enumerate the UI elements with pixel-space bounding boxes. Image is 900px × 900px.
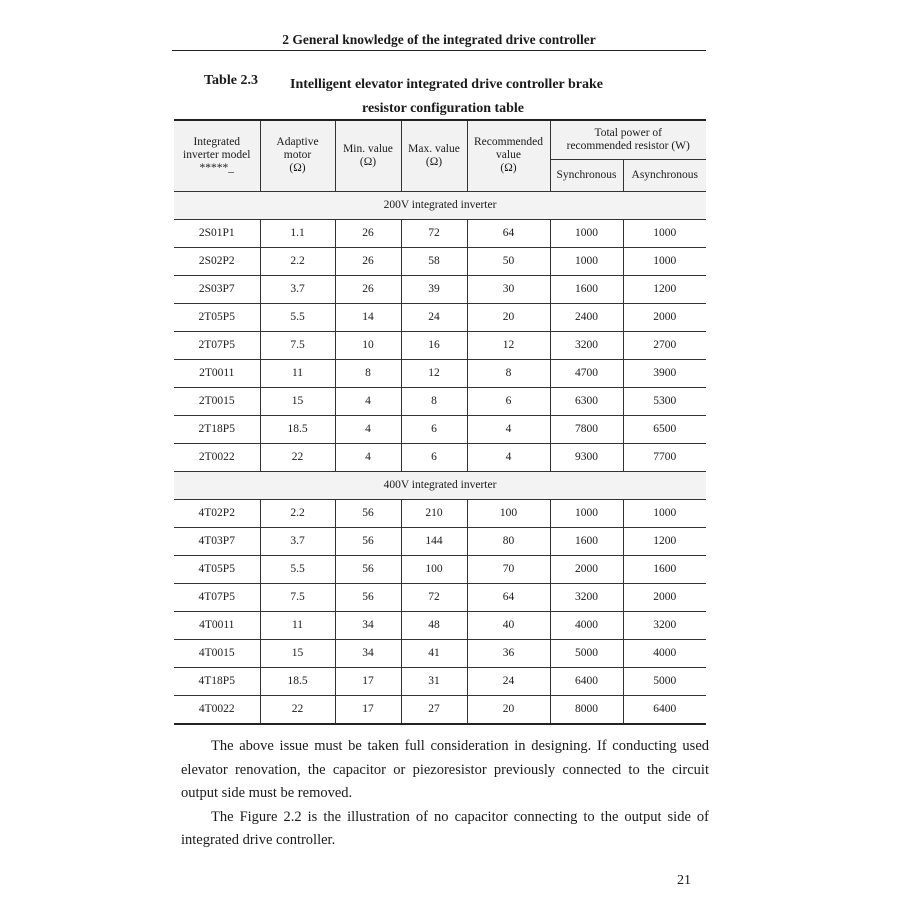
table-cell: 1000: [550, 247, 623, 275]
table-cell: 7.5: [260, 583, 335, 611]
table-title-line1: Intelligent elevator integrated drive controller brake: [290, 77, 603, 92]
table-cell: 8: [401, 387, 467, 415]
table-cell: 2T0015: [174, 387, 260, 415]
table-cell: 4000: [550, 611, 623, 639]
table-cell: 6: [401, 443, 467, 471]
table-cell: 4T02P2: [174, 499, 260, 527]
table-row: [174, 499, 706, 527]
table-cell: 17: [335, 695, 401, 724]
table-cell: 210: [401, 499, 467, 527]
table-cell: 26: [335, 275, 401, 303]
table-cell: 2000: [623, 303, 706, 331]
table-cell: 5.5: [260, 555, 335, 583]
table-cell: 31: [401, 667, 467, 695]
table-cell: 5300: [623, 387, 706, 415]
table-cell: 20: [467, 303, 550, 331]
table-row: [174, 303, 706, 331]
table-cell: 8000: [550, 695, 623, 724]
table-cell: 7800: [550, 415, 623, 443]
section-row: [174, 471, 706, 499]
table-row: [174, 219, 706, 247]
table-cell: 100: [467, 499, 550, 527]
table-cell: 1600: [623, 555, 706, 583]
table-cell: 26: [335, 247, 401, 275]
table-cell: 18.5: [260, 415, 335, 443]
table-cell: 3.7: [260, 275, 335, 303]
table-cell: 27: [401, 695, 467, 724]
header-max-value: Max. value (Ω): [401, 120, 467, 191]
table-cell: 9300: [550, 443, 623, 471]
table-body: [174, 191, 706, 724]
table-cell: 7700: [623, 443, 706, 471]
header-adaptive-motor: Adaptive motor (Ω): [260, 120, 335, 191]
table-row: [174, 275, 706, 303]
table-cell: 24: [467, 667, 550, 695]
table-cell: 56: [335, 555, 401, 583]
table-cell: 58: [401, 247, 467, 275]
brake-resistor-table: [174, 119, 706, 725]
table-cell: 1600: [550, 527, 623, 555]
table-cell: 14: [335, 303, 401, 331]
table-cell: 6: [467, 387, 550, 415]
table-cell: 17: [335, 667, 401, 695]
table-cell: 40: [467, 611, 550, 639]
section-title: 400V integrated inverter: [174, 471, 706, 499]
table-cell: 2T18P5: [174, 415, 260, 443]
table-cell: 3900: [623, 359, 706, 387]
table-cell: 64: [467, 219, 550, 247]
table-cell: 4T07P5: [174, 583, 260, 611]
table-cell: 34: [335, 639, 401, 667]
table-cell: 2000: [623, 583, 706, 611]
table-row: [174, 611, 706, 639]
header-rule: [172, 50, 706, 51]
header-total-power: Total power of recommended resistor (W): [550, 120, 706, 159]
table-cell: 72: [401, 219, 467, 247]
table-row: [174, 639, 706, 667]
table-cell: 11: [260, 611, 335, 639]
table-cell: 6: [401, 415, 467, 443]
table-cell: 8: [467, 359, 550, 387]
table-row: [174, 527, 706, 555]
table-cell: 4: [335, 387, 401, 415]
table-cell: 4T05P5: [174, 555, 260, 583]
table-cell: 5.5: [260, 303, 335, 331]
table-row: [174, 415, 706, 443]
header-recommended-value: Recommended value (Ω): [467, 120, 550, 191]
paragraph: The Figure 2.2 is the illustration of no capacitor connecting to the output side of integrated drive controller.: [181, 808, 709, 848]
running-head: 2 General knowledge of the integrated drive controller: [282, 32, 596, 47]
table-cell: 1200: [623, 527, 706, 555]
table-cell: 20: [467, 695, 550, 724]
table-cell: 2T0022: [174, 443, 260, 471]
table-cell: 22: [260, 443, 335, 471]
table-cell: 4: [335, 415, 401, 443]
table-number: Table 2.3: [204, 73, 258, 88]
table-cell: 4000: [623, 639, 706, 667]
table-row: [174, 359, 706, 387]
table-cell: 2.2: [260, 499, 335, 527]
table-cell: 4700: [550, 359, 623, 387]
table-cell: 5000: [623, 667, 706, 695]
table-cell: 8: [335, 359, 401, 387]
table-cell: 39: [401, 275, 467, 303]
table-cell: 1600: [550, 275, 623, 303]
table-cell: 4: [467, 443, 550, 471]
table-cell: 3200: [550, 331, 623, 359]
table-cell: 12: [401, 359, 467, 387]
table-cell: 22: [260, 695, 335, 724]
table-cell: 4T0022: [174, 695, 260, 724]
table-cell: 1.1: [260, 219, 335, 247]
table-cell: 15: [260, 639, 335, 667]
table-cell: 50: [467, 247, 550, 275]
table-cell: 30: [467, 275, 550, 303]
table-cell: 56: [335, 527, 401, 555]
table-cell: 5000: [550, 639, 623, 667]
table-cell: 16: [401, 331, 467, 359]
table-cell: 11: [260, 359, 335, 387]
table-cell: 4T03P7: [174, 527, 260, 555]
table-cell: 48: [401, 611, 467, 639]
table-cell: 64: [467, 583, 550, 611]
header-model: Integrated inverter model *****_: [174, 120, 260, 191]
table-row: [174, 443, 706, 471]
header-synchronous: Synchronous: [550, 159, 623, 191]
table-cell: 1000: [623, 219, 706, 247]
table-cell: 2S01P1: [174, 219, 260, 247]
table-row: [174, 387, 706, 415]
table-cell: 4: [467, 415, 550, 443]
table-cell: 34: [335, 611, 401, 639]
table-cell: 3200: [623, 611, 706, 639]
header-asynchronous: Asynchronous: [623, 159, 706, 191]
table-cell: 80: [467, 527, 550, 555]
table-cell: 56: [335, 499, 401, 527]
table-cell: 1000: [623, 247, 706, 275]
table-cell: 4T0015: [174, 639, 260, 667]
table-cell: 1000: [623, 499, 706, 527]
table-cell: 3.7: [260, 527, 335, 555]
table-cell: 144: [401, 527, 467, 555]
table-cell: 2T07P5: [174, 331, 260, 359]
table-cell: 2T0011: [174, 359, 260, 387]
page-number: 21: [677, 873, 691, 888]
paragraph: The above issue must be taken full consideration in designing. If conducting used elevator renovation, the capacitor or piezoresistor previously connected to the circuit output side must be removed.: [181, 738, 709, 801]
table-cell: 2700: [623, 331, 706, 359]
table-cell: 72: [401, 583, 467, 611]
table-cell: 12: [467, 331, 550, 359]
table-row: [174, 583, 706, 611]
table-cell: 2T05P5: [174, 303, 260, 331]
table-cell: 2400: [550, 303, 623, 331]
table-cell: 1000: [550, 499, 623, 527]
section-row: [174, 191, 706, 219]
table-row: [174, 667, 706, 695]
table-row: [174, 247, 706, 275]
table-cell: 6400: [623, 695, 706, 724]
table-cell: 18.5: [260, 667, 335, 695]
table-cell: 2000: [550, 555, 623, 583]
table-cell: 1200: [623, 275, 706, 303]
table-cell: 6400: [550, 667, 623, 695]
table-row: [174, 331, 706, 359]
table-cell: 2.2: [260, 247, 335, 275]
table-cell: 36: [467, 639, 550, 667]
table-cell: 24: [401, 303, 467, 331]
table-cell: 41: [401, 639, 467, 667]
table-row: [174, 695, 706, 724]
table-cell: 2S02P2: [174, 247, 260, 275]
table-cell: 15: [260, 387, 335, 415]
table-title: [290, 73, 620, 121]
section-title: 200V integrated inverter: [174, 191, 706, 219]
table-cell: 4T18P5: [174, 667, 260, 695]
table-cell: 56: [335, 583, 401, 611]
table-cell: 6500: [623, 415, 706, 443]
table-cell: 4: [335, 443, 401, 471]
body-text: [181, 735, 709, 853]
table-cell: 2S03P7: [174, 275, 260, 303]
table-cell: 70: [467, 555, 550, 583]
table-cell: 100: [401, 555, 467, 583]
header-min-value: Min. value (Ω): [335, 120, 401, 191]
table-cell: 1000: [550, 219, 623, 247]
table-cell: 6300: [550, 387, 623, 415]
table-cell: 3200: [550, 583, 623, 611]
table-cell: 4T0011: [174, 611, 260, 639]
table-title-line2: resistor configuration table: [362, 101, 525, 116]
table-row: [174, 555, 706, 583]
table-cell: 10: [335, 331, 401, 359]
table-cell: 7.5: [260, 331, 335, 359]
table-cell: 26: [335, 219, 401, 247]
